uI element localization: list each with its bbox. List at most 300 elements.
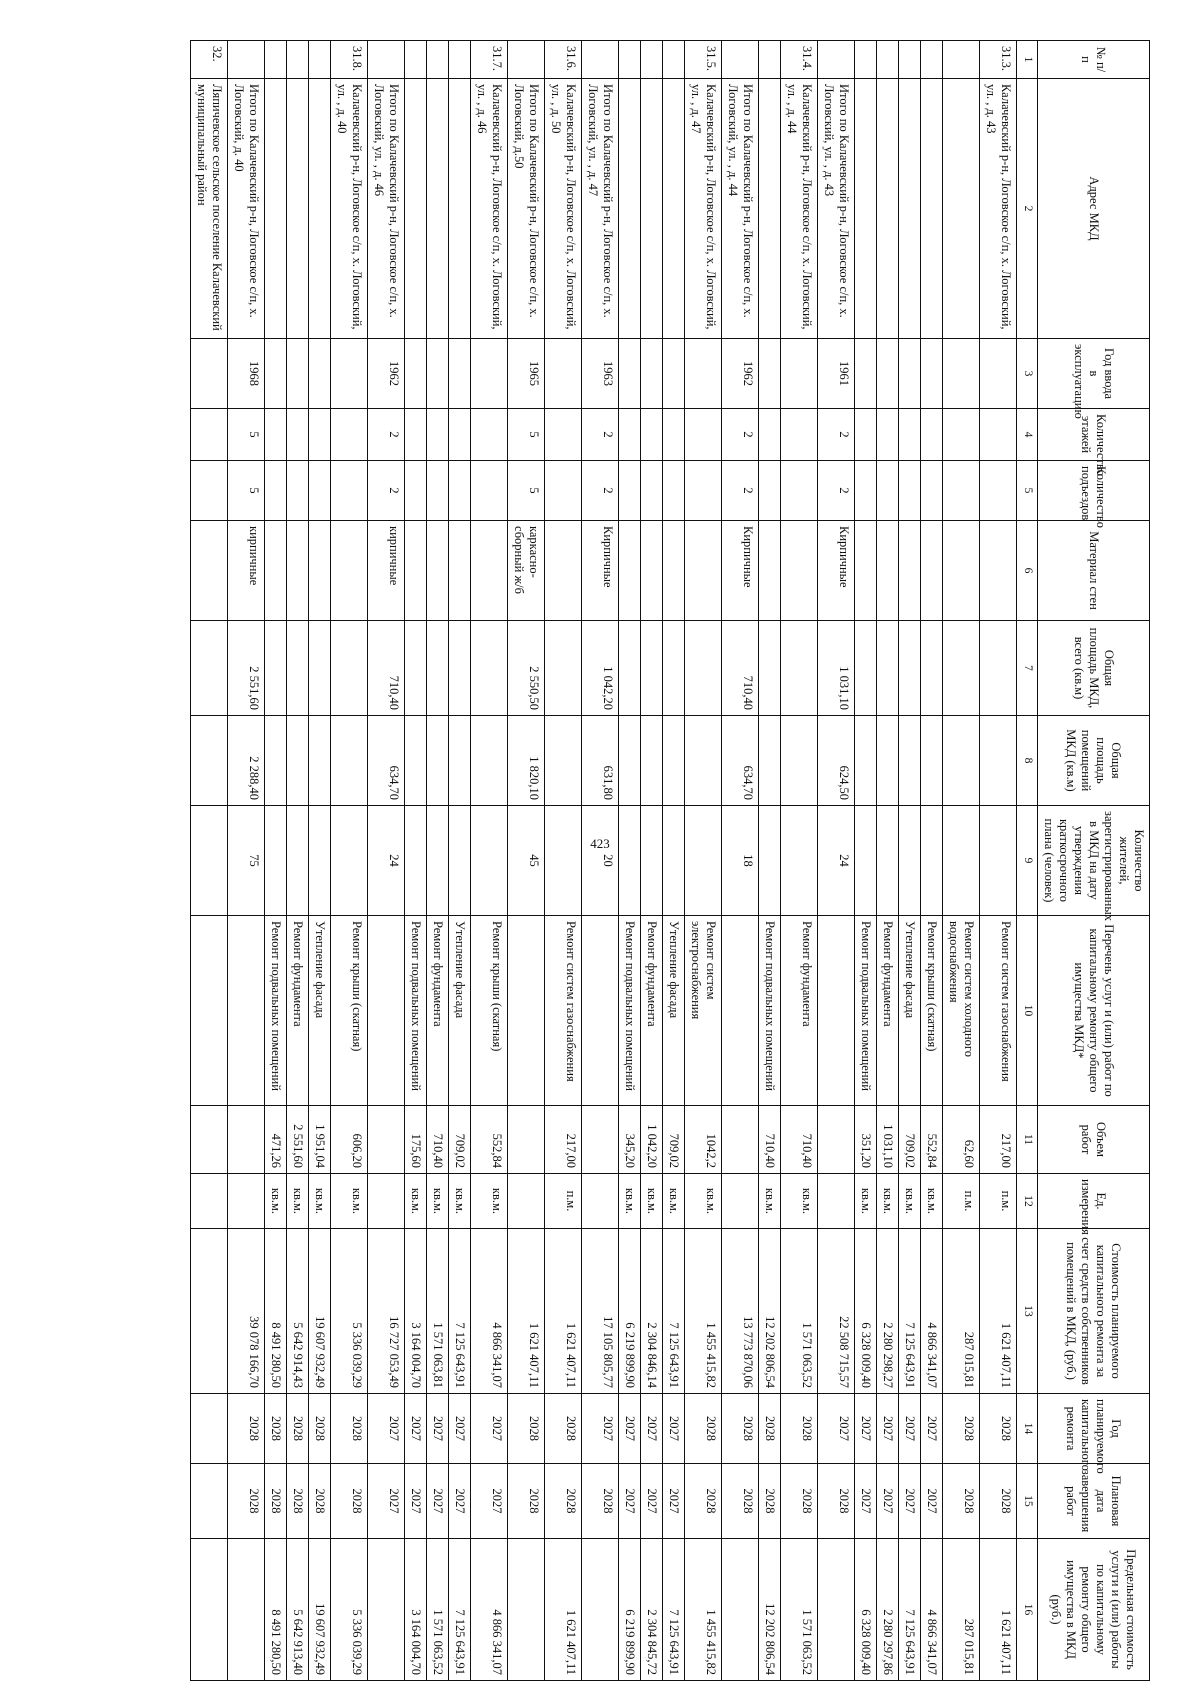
table-cell: кв.м.: [265, 1174, 287, 1229]
table-cell: 624,50: [818, 716, 855, 806]
table-cell: [405, 621, 427, 716]
table-cell: 2: [722, 409, 759, 461]
table-cell: Ремонт крыши (скатная): [471, 916, 508, 1106]
table-cell: 2028: [759, 1464, 781, 1539]
table-row: [818, 41, 855, 1681]
table-cell: 2028: [331, 1464, 368, 1539]
table-cell: 1 031,10: [877, 1106, 899, 1174]
table-cell: [471, 521, 508, 621]
table-row: [943, 41, 980, 1681]
table-cell: [943, 716, 980, 806]
table-cell: 5: [508, 461, 545, 521]
column-number: 16: [1017, 1539, 1038, 1681]
table-cell: 2028: [685, 1394, 722, 1464]
table-cell: [899, 716, 921, 806]
table-cell: 1 621 407,11: [545, 1229, 582, 1394]
table-cell: [619, 41, 641, 79]
table-cell: [191, 521, 228, 621]
table-cell: кв.м.: [641, 1174, 663, 1229]
table-cell: [545, 461, 582, 521]
table-cell: [545, 621, 582, 716]
table-cell: 1 571 063,52: [781, 1539, 818, 1681]
table-cell: 2028: [228, 1394, 265, 1464]
table-cell: [759, 409, 781, 461]
table-cell: 5: [228, 409, 265, 461]
table-cell: 1 621 407,11: [545, 1539, 582, 1681]
table-cell: [287, 41, 309, 79]
table-cell: [427, 621, 449, 716]
table-cell: [405, 41, 427, 79]
table-cell: [818, 1174, 855, 1229]
table-cell: [921, 461, 943, 521]
table-cell: 471,26: [265, 1106, 287, 1174]
table-row: [641, 41, 663, 1681]
table-cell: [545, 716, 582, 806]
table-cell: [287, 521, 309, 621]
table-cell: [471, 409, 508, 461]
table-cell: [405, 716, 427, 806]
table-cell: [405, 339, 427, 409]
table-row: [980, 41, 1017, 1681]
table-cell: 1962: [368, 339, 405, 409]
table-cell: [331, 409, 368, 461]
table-row: [508, 41, 545, 1681]
table-cell: [309, 339, 331, 409]
table-cell: Кирпичные: [582, 521, 619, 621]
table-cell: [228, 41, 265, 79]
table-cell: 1 455 415,82: [685, 1229, 722, 1394]
table-cell: 1965: [508, 339, 545, 409]
table-cell: 2028: [508, 1464, 545, 1539]
column-number: 9: [1017, 806, 1038, 916]
table-cell: [331, 521, 368, 621]
table-cell: [309, 716, 331, 806]
table-cell: [641, 621, 663, 716]
table-row: [449, 41, 471, 1681]
table-cell: [877, 461, 899, 521]
table-cell: Ремонт подвальных помещений: [405, 916, 427, 1106]
table-cell: 2028: [943, 1394, 980, 1464]
table-cell: [427, 806, 449, 916]
table-cell: 2 280 298,27: [877, 1229, 899, 1394]
column-number: 15: [1017, 1464, 1038, 1539]
table-cell: [287, 409, 309, 461]
column-header: Объем работ: [1038, 1106, 1150, 1174]
table-cell: [943, 806, 980, 916]
table-cell: [663, 79, 685, 339]
table-cell: [899, 621, 921, 716]
table-row: [619, 41, 641, 1681]
table-cell: [287, 461, 309, 521]
column-header: № п/п: [1038, 41, 1150, 79]
table-cell: 2027: [877, 1464, 899, 1539]
table-cell: 2028: [980, 1464, 1017, 1539]
table-cell: 13 773 870,06: [722, 1229, 759, 1394]
table-cell: [855, 461, 877, 521]
table-cell: 2 304 846,14: [641, 1229, 663, 1394]
table-row: [405, 41, 427, 1681]
table-cell: 31.6.: [545, 41, 582, 79]
table-cell: 1 621 407,11: [508, 1229, 545, 1394]
table-cell: Ремонт подвальных помещений: [265, 916, 287, 1106]
table-cell: 351,20: [855, 1106, 877, 1174]
table-cell: 1963: [582, 339, 619, 409]
table-row: [877, 41, 899, 1681]
table-cell: [641, 41, 663, 79]
table-cell: 2028: [287, 1394, 309, 1464]
table-cell: п.м.: [943, 1174, 980, 1229]
table-cell: [427, 716, 449, 806]
table-cell: [265, 521, 287, 621]
table-cell: [287, 621, 309, 716]
table-cell: [228, 916, 265, 1106]
table-cell: 2: [818, 409, 855, 461]
table-cell: 2027: [641, 1464, 663, 1539]
column-number: 5: [1017, 461, 1038, 521]
table-cell: [980, 409, 1017, 461]
table-cell: 2027: [921, 1464, 943, 1539]
table-cell: 1 621 407,11: [980, 1539, 1017, 1681]
table-cell: [685, 339, 722, 409]
table-cell: 2028: [545, 1464, 582, 1539]
table-cell: кв.м.: [309, 1174, 331, 1229]
table-cell: [405, 806, 427, 916]
table-cell: 2027: [663, 1394, 685, 1464]
column-number: 2: [1017, 79, 1038, 339]
table-cell: [641, 339, 663, 409]
table-cell: [191, 1174, 228, 1229]
table-cell: [641, 461, 663, 521]
table-cell: 1 571 063,52: [781, 1229, 818, 1394]
table-cell: [619, 521, 641, 621]
table-cell: 2: [818, 461, 855, 521]
table-cell: [759, 716, 781, 806]
table-cell: [759, 339, 781, 409]
table-cell: [545, 339, 582, 409]
table-cell: [582, 41, 619, 79]
table-cell: 7 125 643,91: [899, 1539, 921, 1681]
column-header: Ед. измерения: [1038, 1174, 1150, 1229]
table-cell: 2 304 845,72: [641, 1539, 663, 1681]
table-cell: Ляпичевское сельское поселение Калачевский муниципальный район: [191, 79, 228, 339]
table-cell: [331, 716, 368, 806]
table-cell: [921, 339, 943, 409]
table-cell: [921, 716, 943, 806]
table-cell: 2: [582, 461, 619, 521]
table-cell: [921, 409, 943, 461]
table-cell: 1961: [818, 339, 855, 409]
table-cell: [545, 409, 582, 461]
table-cell: кв.м.: [663, 1174, 685, 1229]
table-cell: 2028: [309, 1464, 331, 1539]
table-cell: 24: [368, 806, 405, 916]
table-cell: 2028: [309, 1394, 331, 1464]
table-cell: 45: [508, 806, 545, 916]
table-cell: Ремонт фундамента: [287, 916, 309, 1106]
table-cell: 4 866 341,07: [921, 1229, 943, 1394]
table-cell: кв.м.: [921, 1174, 943, 1229]
table-cell: [265, 79, 287, 339]
table-cell: 7 125 643,91: [899, 1229, 921, 1394]
table-cell: [818, 1539, 855, 1681]
table-cell: 1 571 063,52: [427, 1539, 449, 1681]
table-cell: [191, 461, 228, 521]
table-cell: 709,02: [899, 1106, 921, 1174]
table-cell: [781, 461, 818, 521]
table-cell: [663, 806, 685, 916]
table-cell: [899, 339, 921, 409]
table-cell: [508, 1174, 545, 1229]
table-cell: кв.м.: [781, 1174, 818, 1229]
table-row: [582, 41, 619, 1681]
table-cell: [405, 409, 427, 461]
table-cell: [191, 806, 228, 916]
table-cell: [191, 916, 228, 1106]
table-cell: [921, 621, 943, 716]
column-number-row: [1017, 41, 1038, 1681]
table-cell: [685, 461, 722, 521]
table-cell: [781, 716, 818, 806]
table-cell: 710,40: [722, 621, 759, 716]
table-row: [287, 41, 309, 1681]
table-cell: 7 125 643,91: [449, 1539, 471, 1681]
table-cell: 8 491 280,50: [265, 1539, 287, 1681]
table-cell: [685, 621, 722, 716]
table-cell: 7 125 643,91: [663, 1539, 685, 1681]
table-cell: Утепление фасада: [309, 916, 331, 1106]
table-cell: 709,02: [449, 1106, 471, 1174]
table-cell: 2028: [722, 1464, 759, 1539]
table-cell: кв.м.: [471, 1174, 508, 1229]
column-header: Материал стен: [1038, 521, 1150, 621]
table-cell: 8 491 280,50: [265, 1229, 287, 1394]
table-cell: 31.8.: [331, 41, 368, 79]
table-cell: 4 866 341,07: [471, 1539, 508, 1681]
table-cell: 2027: [427, 1464, 449, 1539]
table-cell: 2028: [759, 1394, 781, 1464]
table-cell: [427, 409, 449, 461]
table-cell: Ремонт фундамента: [641, 916, 663, 1106]
table-cell: [228, 1106, 265, 1174]
table-cell: [722, 916, 759, 1106]
table-cell: [663, 716, 685, 806]
table-cell: 1 042,20: [582, 621, 619, 716]
table-cell: 2027: [899, 1464, 921, 1539]
table-cell: [368, 1174, 405, 1229]
table-cell: 20: [582, 806, 619, 916]
table-cell: [619, 409, 641, 461]
table-cell: 287 015,81: [943, 1229, 980, 1394]
table-cell: [331, 461, 368, 521]
table-cell: [545, 806, 582, 916]
table-cell: 75: [228, 806, 265, 916]
table-cell: [641, 521, 663, 621]
table-cell: 2028: [331, 1394, 368, 1464]
rotated-table-wrapper: [40, 40, 1150, 1680]
table-cell: [309, 461, 331, 521]
table-cell: [943, 409, 980, 461]
table-cell: [855, 521, 877, 621]
table-row: [759, 41, 781, 1681]
table-cell: [508, 41, 545, 79]
table-cell: Ремонт фундамента: [781, 916, 818, 1106]
table-cell: [191, 339, 228, 409]
table-cell: 32.: [191, 41, 228, 79]
table-cell: [191, 1464, 228, 1539]
column-header: Общая площадь помещений МКД (кв.м): [1038, 716, 1150, 806]
column-header: Год планируемого капитального ремонта: [1038, 1394, 1150, 1464]
table-cell: [759, 621, 781, 716]
table-cell: 2027: [471, 1394, 508, 1464]
table-cell: [471, 621, 508, 716]
table-cell: каркасно-сборный ж/б: [508, 521, 545, 621]
table-cell: [899, 521, 921, 621]
table-cell: 552,84: [471, 1106, 508, 1174]
table-cell: [899, 79, 921, 339]
table-cell: [331, 621, 368, 716]
table-cell: 1 031,10: [818, 621, 855, 716]
table-cell: 17 105 805,77: [582, 1229, 619, 1394]
table-cell: [921, 79, 943, 339]
table-cell: 2027: [855, 1394, 877, 1464]
table-cell: 634,70: [722, 716, 759, 806]
repair-plan-table: [190, 40, 1150, 1681]
table-cell: 2028: [685, 1464, 722, 1539]
column-header: Предельная стоимость услуги и (или) работы по капитальному ремонту общего имущества в МКД (руб.): [1038, 1539, 1150, 1681]
table-cell: [980, 521, 1017, 621]
table-cell: [759, 521, 781, 621]
table-cell: [471, 806, 508, 916]
table-cell: 2028: [287, 1464, 309, 1539]
table-cell: 2027: [921, 1394, 943, 1464]
table-cell: [641, 409, 663, 461]
table-cell: [471, 339, 508, 409]
table-cell: кв.м.: [877, 1174, 899, 1229]
table-row: [685, 41, 722, 1681]
table-cell: 2027: [405, 1394, 427, 1464]
table-row: [228, 41, 265, 1681]
table-cell: Ремонт подвальных помещений: [759, 916, 781, 1106]
column-number: 11: [1017, 1106, 1038, 1174]
table-cell: 2027: [663, 1464, 685, 1539]
table-row: [722, 41, 759, 1681]
table-cell: 31.7.: [471, 41, 508, 79]
table-cell: 24: [818, 806, 855, 916]
table-cell: [191, 621, 228, 716]
table-cell: [287, 716, 309, 806]
table-cell: Ремонт подвальных помещений: [855, 916, 877, 1106]
column-header: Общая площадь МКД, всего (кв.м): [1038, 621, 1150, 716]
table-cell: [877, 339, 899, 409]
table-cell: 7 125 643,91: [663, 1229, 685, 1394]
table-row: [471, 41, 508, 1681]
table-cell: [641, 806, 663, 916]
table-cell: Ремонт крыши (скатная): [331, 916, 368, 1106]
table-cell: [781, 409, 818, 461]
table-cell: 2 550,50: [508, 621, 545, 716]
table-cell: [722, 1174, 759, 1229]
column-number: 1: [1017, 41, 1038, 79]
table-cell: [663, 621, 685, 716]
table-row: [899, 41, 921, 1681]
table-cell: [855, 41, 877, 79]
table-cell: [368, 1539, 405, 1681]
table-cell: 710,40: [759, 1106, 781, 1174]
table-body: [191, 41, 1017, 1681]
table-cell: 2: [368, 409, 405, 461]
table-row: [331, 41, 368, 1681]
table-cell: [759, 41, 781, 79]
table-cell: 2027: [619, 1394, 641, 1464]
table-cell: кв.м.: [449, 1174, 471, 1229]
table-row: [781, 41, 818, 1681]
table-cell: 22 508 715,57: [818, 1229, 855, 1394]
table-cell: 2027: [449, 1464, 471, 1539]
table-cell: [619, 716, 641, 806]
table-cell: [685, 409, 722, 461]
table-cell: [619, 621, 641, 716]
table-cell: 1 571 063,81: [427, 1229, 449, 1394]
table-cell: 2028: [943, 1464, 980, 1539]
table-cell: Ремонт фундамента: [427, 916, 449, 1106]
table-cell: [427, 79, 449, 339]
table-cell: 710,40: [368, 621, 405, 716]
table-cell: [899, 41, 921, 79]
table-cell: 5 642 914,43: [287, 1229, 309, 1394]
table-cell: 2028: [980, 1394, 1017, 1464]
table-cell: Калачевский р-н, Логовское с/п, х. Логовский, ул. , д. 44: [781, 79, 818, 339]
table-cell: 2028: [781, 1394, 818, 1464]
table-cell: [449, 806, 471, 916]
table-cell: 31.5.: [685, 41, 722, 79]
table-cell: [309, 621, 331, 716]
table-cell: 2 280 297,86: [877, 1539, 899, 1681]
table-cell: Ремонт систем газоснабжения: [545, 916, 582, 1106]
table-cell: 19 607 932,49: [309, 1229, 331, 1394]
table-cell: 5 336 039,29: [331, 1229, 368, 1394]
table-cell: [619, 339, 641, 409]
table-cell: [781, 621, 818, 716]
table-cell: 631,80: [582, 716, 619, 806]
table-cell: [405, 461, 427, 521]
table-cell: 2027: [877, 1394, 899, 1464]
table-cell: Ремонт подвальных помещений: [619, 916, 641, 1106]
table-row: [663, 41, 685, 1681]
table-cell: [943, 521, 980, 621]
table-cell: 2027: [818, 1394, 855, 1464]
table-cell: 5: [508, 409, 545, 461]
table-cell: [663, 409, 685, 461]
table-cell: 2 551,60: [287, 1106, 309, 1174]
table-cell: [427, 339, 449, 409]
table-cell: [309, 806, 331, 916]
table-cell: [449, 339, 471, 409]
column-header: Перечень услуг и (или) работ по капитальному ремонту общего имущества МКД*: [1038, 916, 1150, 1106]
table-cell: [781, 806, 818, 916]
table-cell: 1968: [228, 339, 265, 409]
table-cell: Ремонт систем газоснабжения: [980, 916, 1017, 1106]
table-cell: Кирпичные: [722, 521, 759, 621]
table-cell: [781, 521, 818, 621]
table-cell: 710,40: [781, 1106, 818, 1174]
table-cell: [427, 521, 449, 621]
table-cell: Ремонт систем электроснабжения: [685, 916, 722, 1106]
table-cell: 7 125 643,91: [449, 1229, 471, 1394]
table-cell: 62,60: [943, 1106, 980, 1174]
table-cell: [685, 716, 722, 806]
table-cell: [331, 806, 368, 916]
column-number: 7: [1017, 621, 1038, 716]
